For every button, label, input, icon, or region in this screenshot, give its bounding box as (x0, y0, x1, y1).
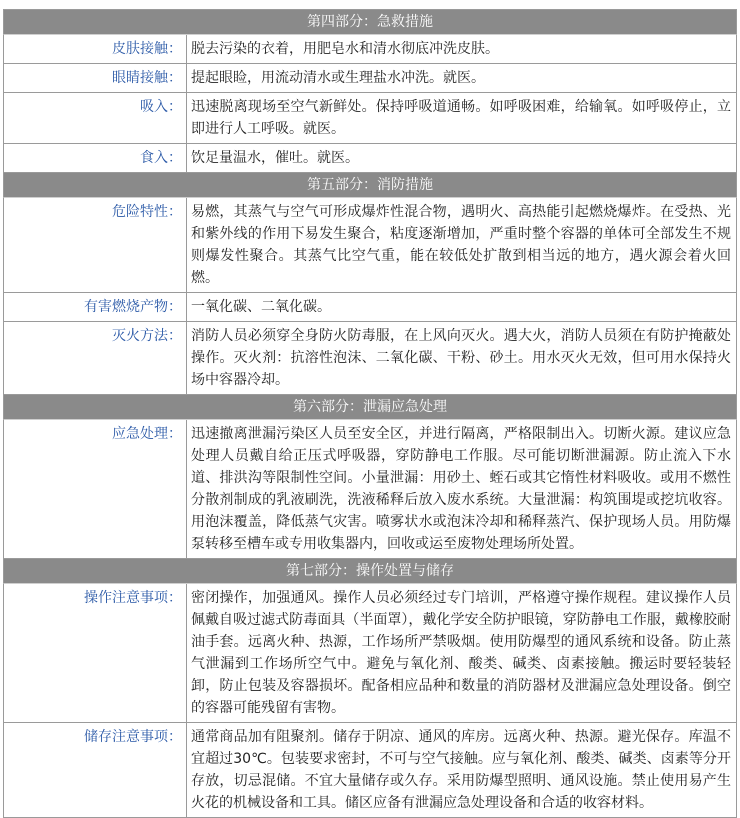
row-label: 吸入： (4, 93, 187, 143)
table-row (3, 322, 737, 395)
table-row (3, 293, 737, 322)
row-label: 应急处理： (4, 420, 187, 558)
table-row (3, 420, 737, 559)
row-value: 饮足量温水，催吐。就医。 (191, 150, 359, 166)
row-value: 密闭操作，加强通风。操作人员必须经过专门培训，严格遵守操作规程。建议操作人员佩戴自吸过滤式防毒面具（半面罩），戴化学安全防护眼镜，穿防静电工作服，戴橡胶耐油手套。远离火种、热源，工作场所严禁吸烟。使用防爆型的通风系统和设备。防止蒸气泄漏到工作场所空气中。避免与氧化剂、酸类、碱类、卤素接触。搬运时要轻装轻卸，防止包装及容器损坏。配备相应品种和数量的消防器材及泄漏应急处理设备。倒空的容器可能残留有害物。 (191, 590, 731, 716)
row-label: 操作注意事项： (4, 584, 187, 722)
section-header-spill-response: 第六部分：泄漏应急处理 (3, 395, 737, 420)
row-label: 有害燃烧产物： (4, 293, 187, 321)
row-label: 眼睛接触： (4, 64, 187, 92)
row-value: 迅速脱离现场至空气新鲜处。保持呼吸道通畅。如呼吸困难，给输氧。如呼吸停止，立即进行人工呼吸。就医。 (191, 99, 731, 137)
section-header-first-aid: 第四部分：急救措施 (3, 10, 737, 35)
table-row (3, 93, 737, 144)
row-value: 脱去污染的衣着，用肥皂水和清水彻底冲洗皮肤。 (191, 41, 499, 57)
row-value: 迅速撤离泄漏污染区人员至安全区，并进行隔离，严格限制出入。切断火源。建议应急处理人员戴自给正压式呼吸器，穿防静电工作服。尽可能切断泄漏源。防止流入下水道、排洪沟等限制性空间。小量泄漏：用砂土、蛭石或其它惰性材料吸收。或用不燃性分散剂制成的乳液刷洗，洗液稀释后放入废水系统。大量泄漏：构筑围堤或挖坑收容。用泡沫覆盖，降低蒸气灾害。喷雾状水或泡沫冷却和稀释蒸汽、保护现场人员。用防爆泵转移至槽车或专用收集器内，回收或运至废物处理场所处置。 (191, 426, 731, 552)
row-value: 一氧化碳、二氧化碳。 (191, 299, 331, 315)
table-row (3, 144, 737, 173)
table-row (3, 723, 737, 818)
row-label: 皮肤接触： (4, 35, 187, 63)
row-label: 危险特性： (4, 198, 187, 292)
table-row (3, 198, 737, 293)
section-header-fire-fighting: 第五部分：消防措施 (3, 173, 737, 198)
section-header-handling-storage: 第七部分：操作处置与储存 (3, 559, 737, 584)
row-label: 储存注意事项： (4, 723, 187, 817)
row-value: 易燃，其蒸气与空气可形成爆炸性混合物，遇明火、高热能引起燃烧爆炸。在受热、光和紫外线的作用下易发生聚合，粘度逐渐增加，严重时整个容器的单体可全部发生不规则爆发性聚合。其蒸气比空气重，能在较低处扩散到相当远的地方，遇火源会着火回燃。 (191, 204, 731, 286)
msds-table (3, 9, 737, 818)
row-label: 食入： (4, 144, 187, 172)
row-label: 灭火方法： (4, 322, 187, 394)
table-row (3, 64, 737, 93)
row-value: 提起眼睑，用流动清水或生理盐水冲洗。就医。 (191, 70, 485, 86)
table-row (3, 584, 737, 723)
row-value: 消防人员必须穿全身防火防毒服，在上风向灭火。遇大火，消防人员须在有防护掩蔽处操作。灭火剂：抗溶性泡沫、二氧化碳、干粉、砂土。用水灭火无效，但可用水保持火场中容器冷却。 (191, 328, 731, 388)
table-row (3, 35, 737, 64)
row-value: 通常商品加有阻聚剂。储存于阴凉、通风的库房。远离火种、热源。避光保存。库温不宜超过30℃。包装要求密封，不可与空气接触。应与氧化剂、酸类、碱类、卤素等分开存放，切忌混储。不宜大量储存或久存。采用防爆型照明、通风设施。禁止使用易产生火花的机械设备和工具。储区应备有泄漏应急处理设备和合适的收容材料。 (191, 729, 731, 811)
